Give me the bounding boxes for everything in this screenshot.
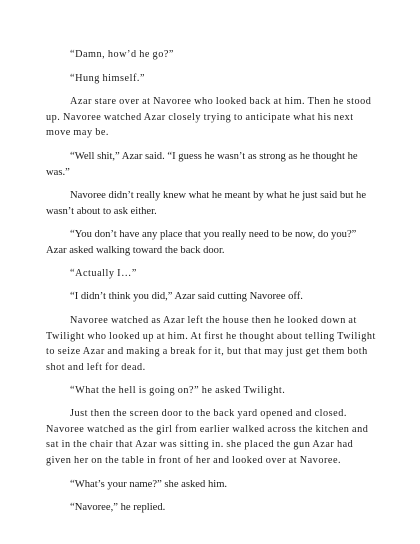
paragraph-13: “Navoree,” he replied. [70, 502, 166, 513]
paragraph-3: Azar stare over at Navoree who looked back at him. Then he stood up. Navoree watched Azar closely trying to anticipate what his next move may be. [46, 96, 372, 139]
paragraph-4: “Well shit,” Azar said. “I guess he wasn’t as strong as he thought he was.” [46, 151, 358, 178]
paragraph-9: Navoree watched as Azar left the house then he looked down at Twilight who looked up at him. At first he thought about telling Twilight to seize Azar and making a break for it, but that may just get them both shot and left for dead. [46, 315, 376, 373]
paragraph-5: Navoree didn’t really knew what he meant by what he just said but he wasn’t about to ask either. [46, 190, 367, 217]
paragraph-6: “You don’t have any place that you really need to be now, do you?” Azar asked walking toward the back door. [46, 229, 357, 256]
paragraph-1: “Damn, how’d he go?” [70, 49, 174, 60]
paragraph-10: “What the hell is going on?” he asked Twilight. [70, 385, 286, 396]
paragraph-8: “I didn’t think you did,” Azar said cutting Navoree off. [70, 291, 303, 302]
paragraph-11: Just then the screen door to the back yard opened and closed. Navoree watched as the girl from earlier walked across the kitchen and sat in the chair that Azar was sitting in. she placed the gun Azar had given her on the table in front of her and looked over at Navoree. [46, 408, 369, 466]
paragraph-2: “Hung himself.” [70, 73, 146, 84]
paragraph-12: “What’s your name?” she asked him. [70, 479, 228, 490]
paragraph-7: “Actually I…” [70, 268, 137, 279]
